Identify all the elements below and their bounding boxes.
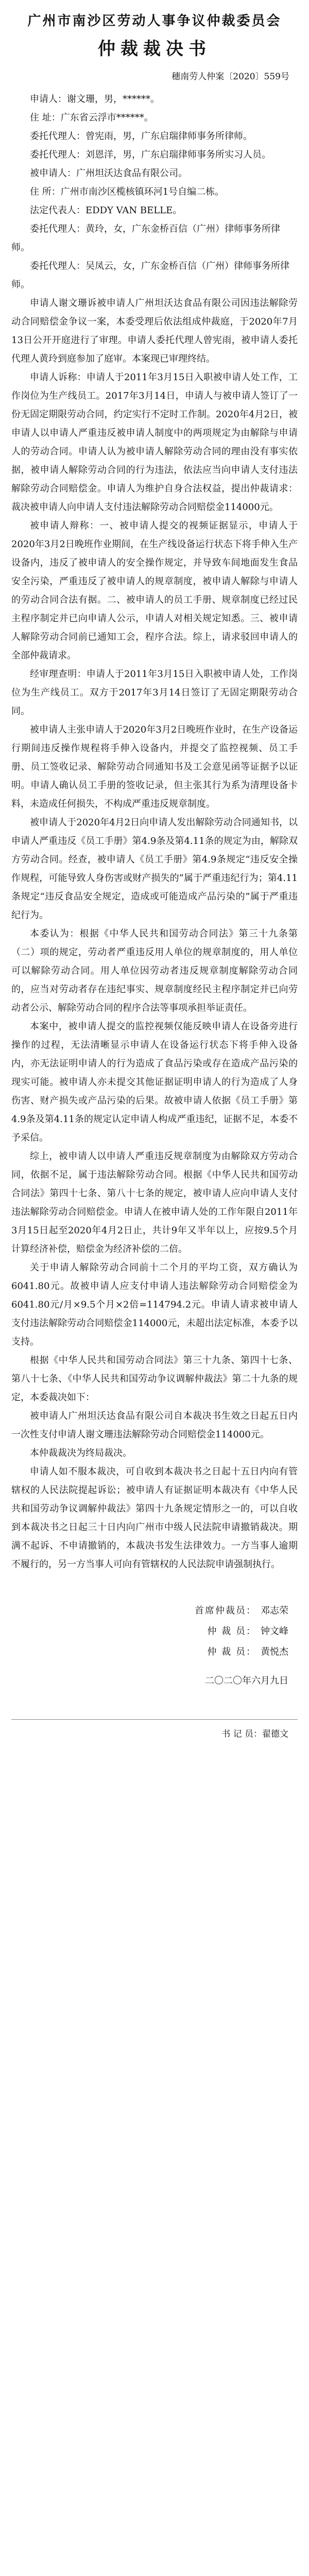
committee-opinion: 本委认为：根据《中华人民共和国劳动合同法》第三十九条第（二）项的规定，劳动者严重违反用人单位的规章制度的，用人单位可以解除劳动合同。用人单位因劳动者违反规章制度解除劳动合同的，应当对劳动者存在违纪事实、规章制度经民主程序制定并已向劳动者公示、解除劳动合同的程序合法等事项承担举证责任。 xyxy=(11,928,298,1013)
signature-row xyxy=(11,1601,288,1621)
case-introduction: 申请人谢文珊诉被申请人广州坦沃达食品有限公司因违法解除劳动合同赔偿金争议一案，本委受理后依法组成仲裁庭，于2020年7月13日公开开庭进行了审理。申请人委托代理人曾宪雨，被申请人委托代理人黄玲到庭参加了庭审。本案现已审理终结。 xyxy=(11,298,298,364)
clerk-role: 书 记 员： xyxy=(221,1729,262,1739)
party-line: 委托代理人：吴凤云，女，广东金桥百信（广州）律师事务所律师。 xyxy=(11,261,289,290)
party-line: 住 所：广州市南沙区榄核镇环河1号自编二栋。 xyxy=(30,187,225,197)
wage-calculation: 关于申请人解除劳动合同前十二个月的平均工资，双方确认为6041.80元。故被申请人应支付申请人违法解除劳动合同赔偿金为6041.80元/月×9.5个月×2倍=114794.2元。申请人请求被申请人支付违法解除劳动合同赔偿金114000元，未超出法定标准，本委予以支持。 xyxy=(11,1262,298,1347)
signature-block xyxy=(11,1601,298,1663)
body-section xyxy=(11,294,298,1574)
award-item: 被申请人广州坦沃达食品有限公司自本裁决书生效之日起五日内一次性支付申请人谢文珊违法解除劳动合同赔偿金114000元。 xyxy=(11,1411,298,1440)
divider xyxy=(11,1719,298,1720)
facts-found: 经审理查明：申请人于2011年3月15日入职被申请人处，工作岗位为生产线员工。双方于2017年3月14日签订了无固定期限劳动合同。 xyxy=(11,669,298,717)
signature-role: 仲 裁 员： xyxy=(207,1647,256,1657)
party-line: 申请人：谢文珊，男，******。 xyxy=(30,94,160,105)
signature-role: 首席仲裁员： xyxy=(195,1605,256,1616)
document-title: 仲裁裁决书 xyxy=(98,39,211,59)
signature-name: 钟文峰 xyxy=(261,1626,288,1637)
respondent-defense: 被申请人辩称：一、被申请人提交的视频证据显示，申请人于2020年3月2日晚班作业期间，在生产线设备运行状态下将手伸入生产设备内，违反了被申请人的安全操作规定，并导致车间地面发生食品安全污染，严重违反了被申请人的规章制度，被申请人解除与申请人的劳动合同合法有据。二、被申请人的员工手册、规章制度已经过民主程序制定并已向申请人公示，申请人对相关规定知悉。三、被申请人解除劳动合同前已通知工会，程序合法。综上，请求驳回申请人的全部仲裁请求。 xyxy=(11,520,298,661)
party-line: 委托代理人：刘恩洋，男，广东启瑞律师事务所实习人员。 xyxy=(30,149,271,160)
signature-row xyxy=(11,1642,288,1663)
party-line: 住 址：广东省云浮市******。 xyxy=(30,112,153,123)
party-line: 委托代理人：黄玲，女，广东金桥百信（广州）律师事务所律师。 xyxy=(11,224,280,253)
signature-name: 邓志荣 xyxy=(261,1605,288,1616)
party-line: 被申请人：广州坦沃达食品有限公司。 xyxy=(30,168,187,179)
analysis-paragraph: 本案中，被申请人提交的监控视频仅能反映申请人在设备旁进行操作的过程，无法清晰显示申请人在设备运行状态下将手伸入设备内，亦无法证明申请人的行为造成了食品污染或存在造成产品污染的现实可能。被申请人亦未提交其他证据证明申请人的行为造成了人身伤害、财产损失或产品污染的后果。故被申请人依据《员工手册》第4.9条及第4.11条的规定认定申请人构成严重违纪，证据不足，本委不予采信。 xyxy=(11,1021,298,1143)
clerk-name: 翟德文 xyxy=(262,1729,288,1739)
party-line: 委托代理人：曾宪雨，男，广东启瑞律师事务所律师。 xyxy=(30,131,252,142)
finality-statement: 本仲裁裁决为终局裁决。 xyxy=(30,1448,132,1459)
legal-basis: 根据《中华人民共和国劳动合同法》第三十九条、第四十七条、第八十七条、《中华人民共和国劳动争议调解仲裁法》第二十九条的规定，本委裁决如下： xyxy=(11,1355,298,1403)
award-date: 二〇二〇年六月九日 xyxy=(205,1675,288,1686)
evidence-paragraph: 被申请人主张申请人于2020年3月2日晚班作业时，在生产设备运行期间违反操作规程将手伸入设备内，并提交了监控视频、员工手册、员工签收记录、解除劳动合同通知书及工会意见函等证据予以证明。申请人确认员工手册的签收记录，但主张其行为系为清理设备卡料，未造成任何损失，不构成严重违反规章制度。 xyxy=(11,724,298,809)
dismissal-paragraph: 被申请人于2020年4月2日向申请人发出解除劳动合同通知书，以申请人严重违反《员工手册》第4.9条及第4.11条的规定为由，解除双方劳动合同。经查，被申请人《员工手册》第4.9条规定“违反安全操作规程，可能导致人身伤害或财产损失的”属于严重违纪行为；第4.11条规定“违反食品安全规定，造成或可能造成产品污染的”属于严重违纪行为。 xyxy=(11,817,298,921)
party-line: 法定代表人：EDDY VAN BELLE。 xyxy=(30,205,182,216)
applicant-claim: 申请人诉称：申请人于2011年3月15日入职被申请人处工作，工作岗位为生产线员工。2017年3月14日，申请人与被申请人签订了一份无固定期限劳动合同，约定实行不定时工作制。2020年4月2日，被申请人以申请人严重违反被申请人制度中的两项规定为由解除与申请人的劳动合同。申请人认为被申请人解除劳动合同的理由没有事实依据，被申请人解除劳动合同的行为违法，依法应当向申请人支付违法解除劳动合同赔偿金。申请人为维护自身合法权益，提出仲裁请求：裁决被申请人向申请人支付违法解除劳动合同赔偿金114000元。 xyxy=(11,372,298,513)
organization-title: 广州市南沙区劳动人事争议仲裁委员会 xyxy=(27,13,282,29)
conclusion-paragraph: 综上，被申请人以申请人严重违反规章制度为由解除双方劳动合同，依据不足，属于违法解除劳动合同。根据《中华人民共和国劳动合同法》第四十七条、第八十七条的规定，被申请人应向申请人支付违法解除劳动合同赔偿金。申请人在被申请人处的工作年限自2011年3月15日起至2020年4月2日止，共计9年又半年以上，应按9.5个月计算经济补偿，赔偿金为经济补偿的二倍。 xyxy=(11,1151,298,1255)
case-number: 穗南劳人仲案〔2020〕559号 xyxy=(171,72,289,82)
parties-section xyxy=(11,90,298,294)
signature-row xyxy=(11,1621,288,1642)
clerk-line xyxy=(11,1725,298,1743)
appeal-notice: 申请人如不服本裁决，可自收到本裁决书之日起十五日内向有管辖权的人民法院提起诉讼；被申请人有证据证明本裁决有《中华人民共和国劳动争议调解仲裁法》第四十九条规定情形之一的，可以自收到本裁决书之日起三十日内向广州市中级人民法院申请撤销裁决。期满不起诉、不申请撤销的，本裁决书发生法律效力。一方当事人逾期不履行的，另一方当事人可向有管辖权的人民法院申请强制执行。 xyxy=(11,1466,298,1570)
signature-role: 仲 裁 员： xyxy=(207,1626,256,1637)
signature-name: 黄悦杰 xyxy=(261,1647,288,1657)
